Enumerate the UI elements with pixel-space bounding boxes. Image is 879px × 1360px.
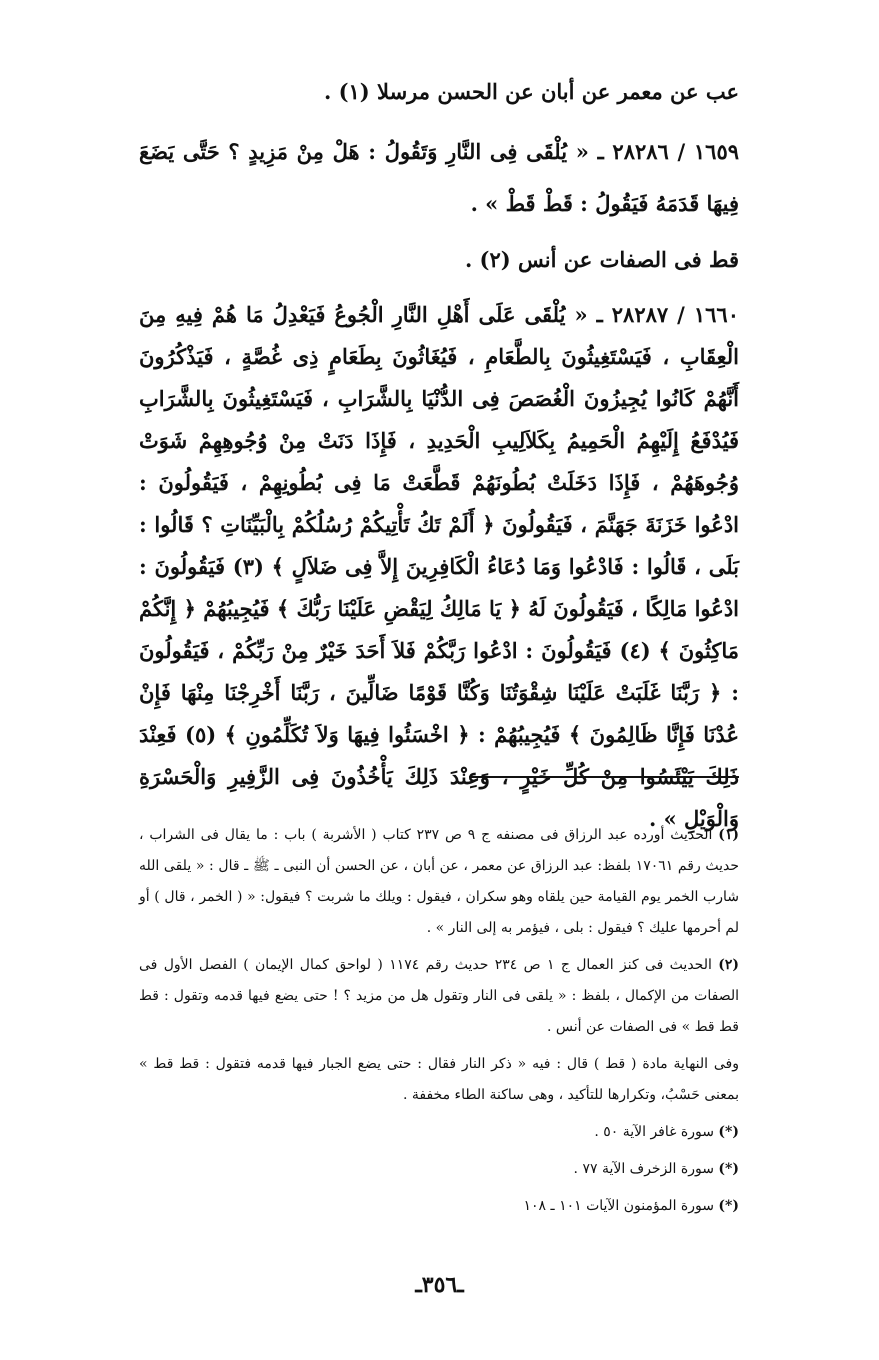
footnote-text: سورة المؤمنون الآيات ١٠١ ـ ١٠٨ [523, 1198, 714, 1214]
footnote-marker: (*) [718, 1161, 739, 1177]
footnote-marker: (*) [718, 1198, 739, 1214]
page-number: ـ٣٥٦ـ [415, 1272, 464, 1298]
footnote-divider [469, 776, 739, 778]
footnote-text: سورة غافر الآية ٥٠ . [594, 1124, 714, 1140]
footnote-text: وفى النهاية مادة ( قط ) قال : فيه « ذكر النار فقال : حتى يضع الجبار فيها قدمه فتقول : قط قط » بمعنى حَسْبُ، وتكرارها للتأكيد ، وهى ساكنة الطاء مخففة . [139, 1056, 739, 1103]
text-line-attribution-2: قط فى الصفات عن أنس (٢) . [464, 247, 739, 272]
hadith-1659: ١٦٥٩ / ٢٨٢٨٦ ـ « يُلْقَى فِى النَّارِ وَتَقُولُ : هَلْ مِنْ مَزِيدٍ ؟ حَتَّى يَضَعَ فِيهَا قَدَمَهُ فَيَقُولُ : قَطْ قَطْ » . [139, 139, 740, 216]
footnote-quran-1 [139, 1117, 739, 1148]
footnote-quran-3 [139, 1191, 739, 1222]
footnotes [139, 820, 739, 1228]
footnote-quran-2 [139, 1154, 739, 1185]
footnote-2-continuation [139, 1049, 739, 1111]
footnote-2 [139, 950, 739, 1043]
footnote-marker: (١) [718, 827, 739, 843]
footnote-marker: (٢) [718, 957, 740, 973]
footnote-marker: (*) [718, 1124, 739, 1140]
footnote-text: سورة الزخرف الآية ٧٧ . [573, 1161, 714, 1177]
footnote-text: الحديث فى كنز العمال ج ١ ص ٢٣٤ حديث رقم ١١٧٤ ( لواحق كمال الإيمان ) الفصل الأول فى الصفات من الإكمال ، بلفظ : « يلقى فى النار وتقول هل من مزيد ؟ ! حتى يضع فيها قدمه وتقول : قط قط قط » فى الصفات عن أنس . [139, 957, 739, 1035]
text-line-attribution-1: عب عن معمر عن أبان عن الحسن مرسلا (١) . [323, 79, 739, 104]
footnote-text: الحديث أورده عبد الرزاق فى مصنفه ج ٩ ص ٢٣٧ كتاب ( الأشربة ) باب : ما يقال فى الشراب ، حديث رقم ١٧٠٦١ بلفظ: عبد الرزاق عن معمر ، عن أبان ، عن الحسن أن النبى ـ ﷺ ـ قال : « يلقى الله شارب الخمر يوم القيامة حين يلقاه وهو سكران ، فيقول : ويلك ما شربت ؟ فيقول: « ( الخمر ، قال ) أو لم أحرمها عليك ؟ فيقول : بلى ، فيؤمر به إلى النار » . [139, 827, 739, 936]
main-text [139, 72, 739, 840]
hadith-1660: ١٦٦٠ / ٢٨٢٨٧ ـ « يُلْقَى عَلَى أَهْلِ النَّارِ الْجُوعُ فَيَعْدِلُ مَا هُمْ فِيهِ مِنَ الْعِقَابِ ، فَيَسْتَغِيثُونَ بِالطَّعَامِ ، فَيُغَاثُونَ بِطَعَامٍ ذِى غُصَّةٍ ، فَيَذْكُرُونَ أَنَّهُمْ كَانُوا يُجِيزُونَ الْغُصَصَ فِى الدُّنْيَا بِالشَّرَابِ ، فَيَسْتَغِيثُونَ بِالشَّرَابِ فَيُدْفَعُ إِلَيْهِمُ الْحَمِيمُ بِكَلاَلِيبِ الْحَدِيدِ ، فَإِذَا دَنَتْ مِنْ وُجُوهِهِمْ شَوَتْ وُجُوهَهُمْ ، فَإِذَا دَخَلَتْ بُطُونَهُمْ قَطَّعَتْ مَا فِى بُطُونِهِمْ ، فَيَقُولُونَ : ادْعُوا خَزَنَةَ جَهَنَّمَ ، فَيَقُولُونَ ﴿ أَلَمْ تَكُ تَأْتِيكُمْ رُسُلُكُمْ بِالْبَيِّنَاتِ ؟ قَالُوا : بَلَى ، قَالُوا : فَادْعُوا وَمَا دُعَاءُ الْكَافِرِينَ إِلاَّ فِى ضَلاَلٍ ﴾ (٣) فَيَقُولُونَ : ادْعُوا مَالِكًا ، فَيَقُولُونَ لَهُ ﴿ يَا مَالِكُ لِيَقْضِ عَلَيْنَا رَبُّكَ ﴾ فَيُجِيبُهُمْ ﴿ إِنَّكُمْ مَاكِثُونَ ﴾ (٤) فَيَقُولُونَ : ادْعُوا رَبَّكُمْ فَلاَ أَحَدَ خَيْرٌ مِنْ رَبِّكُمْ ، فَيَقُولُونَ : ﴿ رَبَّنَا غَلَبَتْ عَلَيْنَا شِقْوَتُنَا وَكُنَّا قَوْمًا ضَالِّينَ ، رَبَّنَا أَخْرِجْنَا مِنْهَا فَإِنْ عُدْنَا فَإِنَّا ظَالِمُونَ ﴾ فَيُجِيبُهُمْ : ﴿ اخْسَئُوا فِيهَا وَلاَ تُكَلِّمُونِ ﴾ (٥) فَعِنْدَ ذَلِكَ يَيْئَسُوا مِنْ كُلِّ خَيْرٍ ، وَعِنْدَ ذَلِكَ يَأْخُذُونَ فِى الزَّفِيرِ وَالْحَسْرَةِ وَالْوَيْلِ » . [139, 302, 740, 831]
footnote-1 [139, 820, 739, 944]
